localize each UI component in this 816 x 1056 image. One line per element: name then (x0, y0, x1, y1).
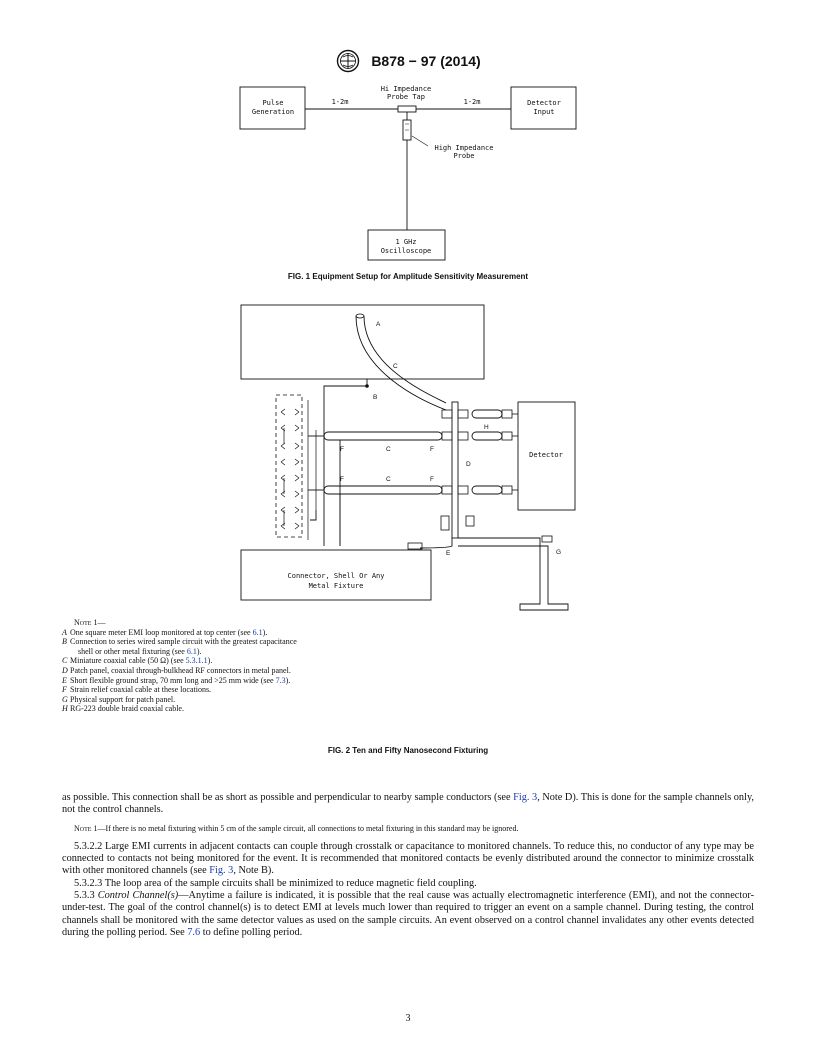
note-item-g: G Physical support for patch panel. (62, 694, 176, 704)
probe-label-1: High Impedance (434, 144, 494, 152)
note-item-e: E Short flexible ground strap, 70 mm long and >25 mm wide (see 7.3). (62, 675, 291, 685)
label-a: A (376, 321, 381, 328)
astm-logo-icon (335, 49, 361, 73)
note-1: Note 1—If there is no metal fixturing within 5 cm of the sample circuit, all connections to metal fixturing in this standard may be ignored. (74, 823, 519, 833)
contact-pins (281, 400, 316, 540)
section-5-3-3: 5.3.3 Control Channel(s)—Anytime a failure is indicated, it is possible that the real cause was actually electromagnetic interference (EMI), and not the connector-under-test. The goal of the control channel(s) is to detect EMI at levels much lower than required to trigger an event on a sample channel. During testing, the control channels shall be monitored with the same detector values as used on the sample circuits. An event observed on a control channel invalidates any other events detected during the polling period. See 7.6 to define polling period. (62, 890, 755, 938)
label-f-3: F (340, 476, 344, 483)
probe-label-2: Probe (453, 152, 475, 160)
scope-label-2: Oscilloscope (380, 247, 432, 255)
fixture-label-1: Connector, Shell Or Any (287, 572, 385, 580)
figure-1-caption: FIG. 1 Equipment Setup for Amplitude Sensitivity Measurement (287, 272, 529, 281)
ground-strap (441, 516, 449, 530)
link-7-3[interactable]: 7.3 (275, 675, 286, 685)
coax-h-2 (472, 432, 502, 440)
detector-input-label-1: Detector (527, 99, 561, 107)
note-item-a: A One square meter EMI loop monitored at top center (see 6.1). (62, 627, 268, 637)
coax-h-3 (472, 486, 502, 494)
pulse-label-2: Generation (251, 108, 295, 116)
label-c-top: C (393, 363, 398, 370)
section-5-3-2-2: 5.3.2.2 Large EMI currents in adjacent contacts can couple through crosstalk or capacitance to monitored channels. To reduce this, no conductor of any type may be connected to contacts not being monitored for the event. It is recommended that monitored contacts be evenly distributed around the connector to minimize crosstalk with other monitored channels (see Fig. 3, Note B). (62, 840, 754, 877)
figure-2-diagram (0, 298, 816, 616)
probe-tap (398, 106, 416, 112)
note-item-h: H RG-223 double braid coaxial cable. (62, 704, 184, 714)
notes-heading: Note 1— (74, 618, 106, 627)
label-f-1: F (340, 446, 344, 453)
label-f-4: F (430, 476, 434, 483)
coax-f-upper (324, 432, 442, 440)
coax-f-lower (324, 486, 442, 494)
page-header (0, 49, 816, 73)
note-item-b-cont: shell or other metal fixturing (see 6.1). (78, 646, 202, 656)
link-6-1[interactable]: 6.1 (252, 627, 263, 637)
pulse-label-1: Pulse (262, 99, 284, 107)
panel-support (458, 538, 568, 610)
coax-h-1 (472, 410, 502, 418)
note-item-c: C Miniature coaxial cable (50 Ω) (see 5.3.1.1). (62, 656, 213, 666)
length-left: 1-2m (331, 98, 349, 106)
body-text (62, 792, 754, 939)
page-number: 3 (405, 1013, 411, 1024)
note-item-b: B Connection to series wired sample circuit with the greatest capacitance (62, 637, 297, 647)
paragraph-continuation: as possible. This connection shall be as short as possible and perpendicular to nearby sample conductors (see Fig. 3, Note D). This is done for the sample channels only, not the control channels. (62, 792, 754, 816)
link-fig-3b[interactable]: Fig. 3 (209, 865, 234, 877)
section-5-3-2-3: 5.3.2.3 The loop area of the sample circuits shall be minimized to reduce magnetic field coupling. (74, 877, 477, 889)
patch-panel (452, 402, 458, 538)
link-fig-3[interactable]: Fig. 3 (513, 792, 538, 803)
length-right: 1-2m (463, 98, 481, 106)
standard-designation: B878 − 97 (2014) (371, 53, 481, 69)
label-d: D (466, 461, 471, 468)
detector-label: Detector (529, 451, 563, 459)
label-f-2: F (430, 446, 434, 453)
figure-2-caption: FIG. 2 Ten and Fifty Nanosecond Fixturing (327, 746, 489, 755)
sample-connector-dashed (276, 395, 302, 537)
label-c-2: C (386, 476, 391, 483)
figure-2-notes (62, 618, 482, 714)
label-b: B (373, 394, 378, 401)
scope-label-1: 1 GHz (395, 238, 417, 246)
probe-tap-label-1: Hi Impedance (380, 85, 432, 93)
label-h: H (484, 424, 489, 431)
label-e: E (446, 550, 451, 557)
link-7-6[interactable]: 7.6 (187, 926, 201, 938)
note-item-d: D Patch panel, coaxial through-bulkhead RF connectors in metal panel. (62, 665, 291, 675)
note-item-f: F Strain relief coaxial cable at these locations. (62, 685, 212, 695)
link-5-3-1-1[interactable]: 5.3.1.1 (185, 656, 208, 666)
detector-input-label-2: Input (533, 108, 555, 116)
label-c-1: C (386, 446, 391, 453)
label-g: G (556, 549, 562, 556)
fixture-label-2: Metal Fixture (308, 582, 364, 590)
link-6-1b[interactable]: 6.1 (186, 646, 197, 656)
figure-1-diagram (0, 80, 816, 270)
probe-tap-label-2: Probe Tap (387, 93, 425, 101)
